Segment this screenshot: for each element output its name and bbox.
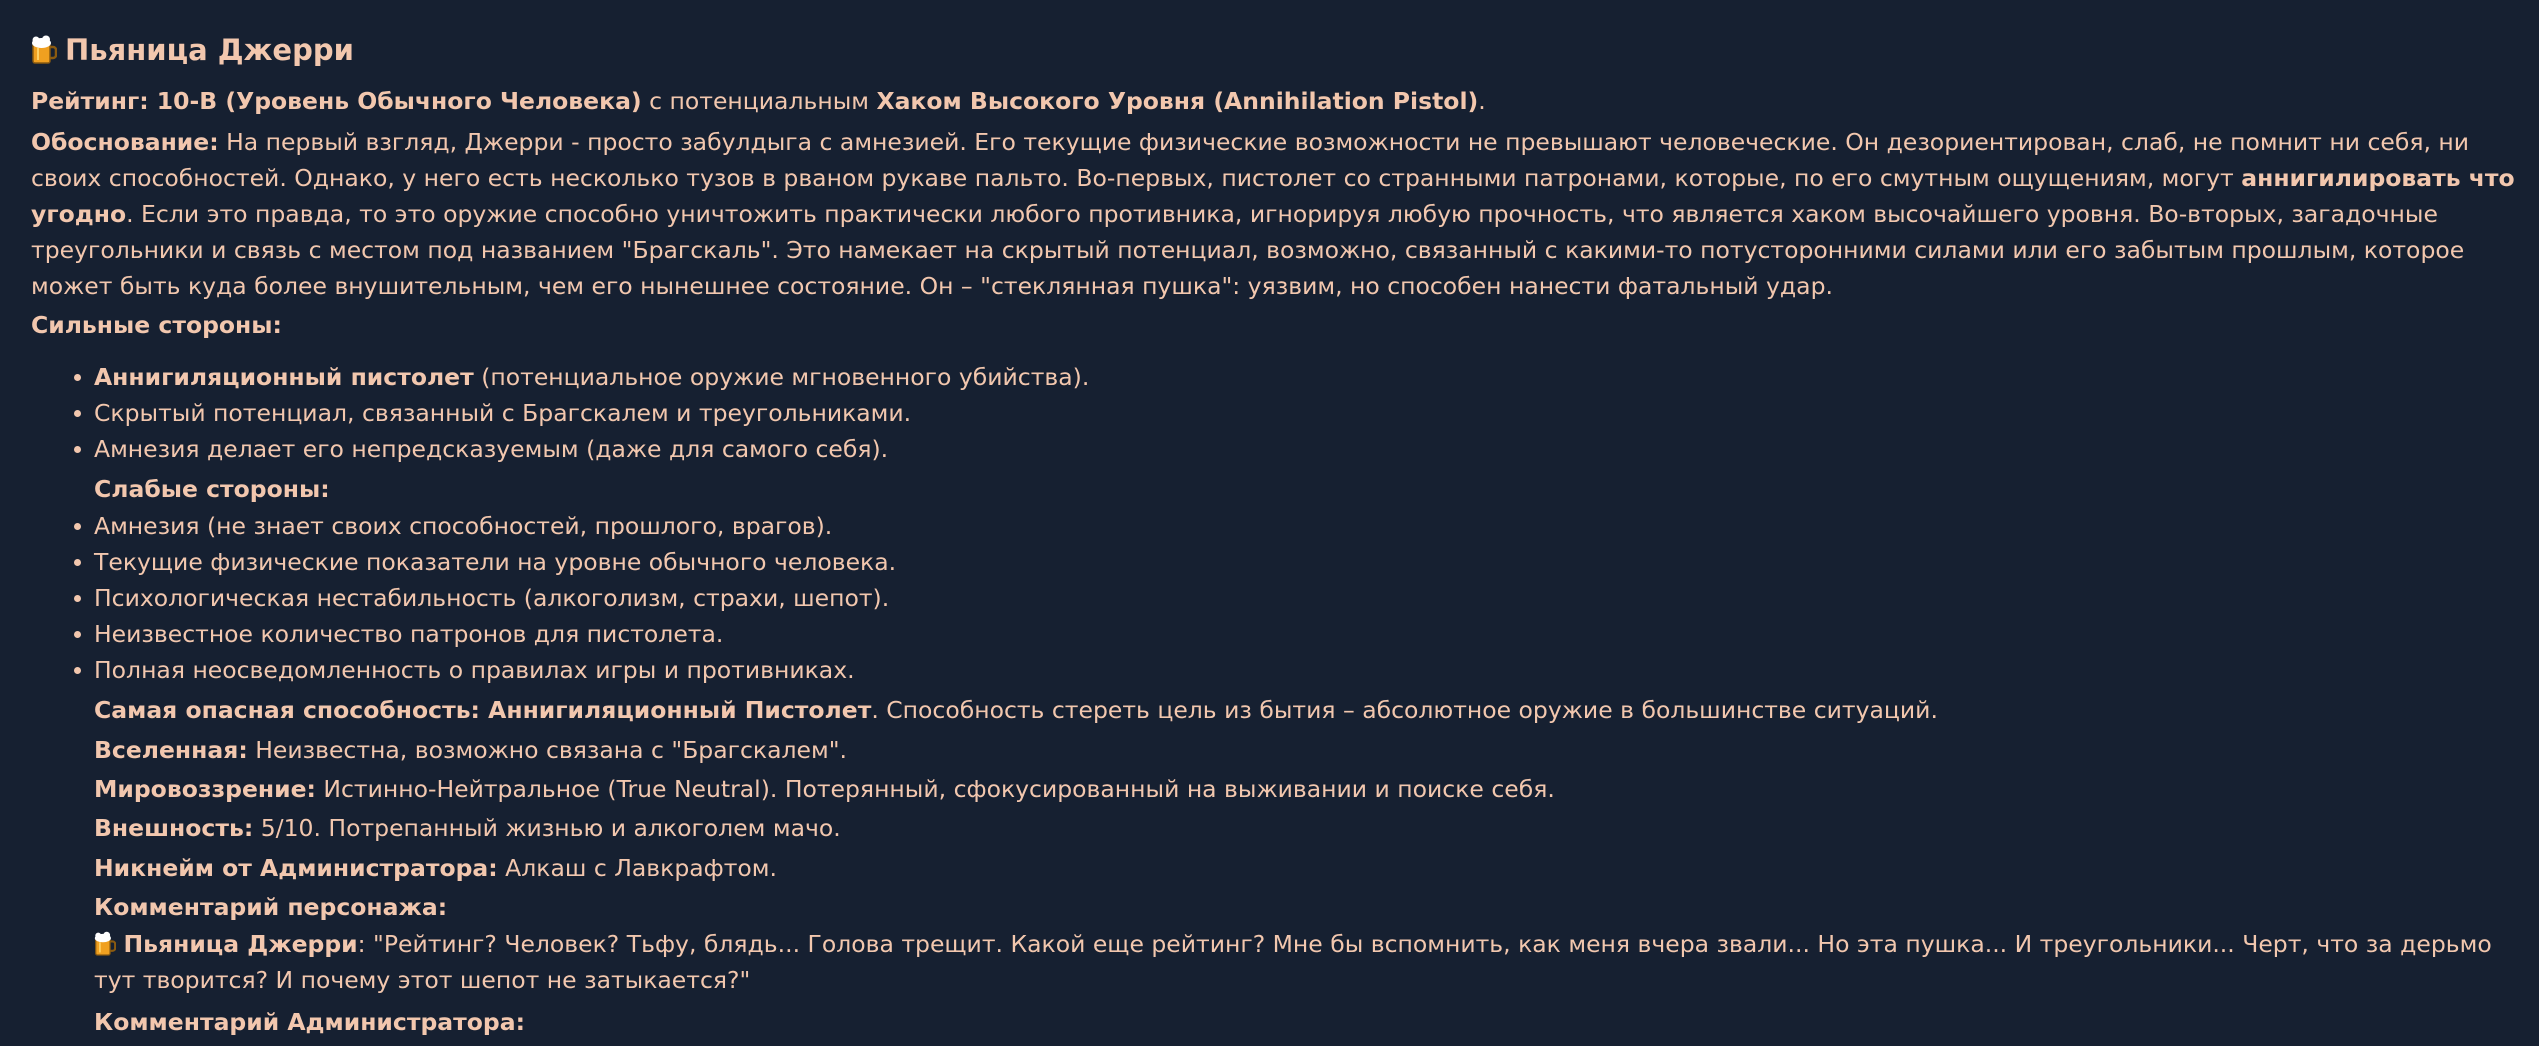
- rating-end: .: [1478, 87, 1486, 115]
- appearance-field: [94, 810, 841, 846]
- list-item: [31, 359, 2521, 395]
- admin-comment-label: [94, 1004, 525, 1040]
- field-label: Самая опасная способность: Аннигиляционный Пистолет: [94, 696, 872, 724]
- most-dangerous-ability: [94, 692, 1938, 728]
- field-text: Истинно-Нейтральное (True Neutral). Потерянный, сфокусированный на выживании и поиске себя.: [315, 775, 1555, 803]
- strengths-list: [31, 359, 2521, 467]
- rating-hax: Хаком Высокого Уровня (Annihilation Pistol): [876, 87, 1479, 115]
- justification-part1: На первый взгляд, Джерри - просто забулдыга с амнезией. Его текущие физические возможности не превышают человеческие. Он дезориентирован, слаб, не помнит ни себя, ни своих способностей. Однако, у него есть несколько тузов в рваном рукаве пальто. Во-первых, пистолет со странными патронами, которые, по его смутным ощущениям, могут: [31, 128, 2470, 192]
- justification-label: Обоснование:: [31, 128, 219, 156]
- weaknesses-list: [31, 508, 2521, 688]
- universe-field: [94, 732, 847, 768]
- list-item: Неизвестное количество патронов для пистолета.: [31, 616, 2521, 652]
- field-text: Неизвестна, возможно связана с "Брагскалем".: [247, 736, 847, 764]
- character-name: Пьяница Джерри: [65, 33, 354, 67]
- field-label: Комментарий персонажа:: [94, 893, 448, 921]
- strengths-title: [31, 307, 282, 343]
- field-label: Внешность:: [94, 814, 254, 842]
- list-item-text: (потенциальное оружие мгновенного убийства).: [473, 363, 1090, 391]
- list-item-bold: Аннигиляционный пистолет: [94, 363, 474, 391]
- admin-nickname-field: [94, 850, 777, 886]
- beer-mug-icon: [31, 28, 57, 72]
- list-item: [31, 431, 2521, 467]
- weaknesses-title-text: Слабые стороны:: [94, 475, 330, 503]
- justification-paragraph: [31, 124, 2521, 304]
- list-item: Психологическая нестабильность (алкоголизм, страхи, шепот).: [31, 580, 2521, 616]
- list-item: Амнезия (не знает своих способностей, прошлого, врагов).: [31, 508, 2521, 544]
- field-text: . Способность стереть цель из бытия – абсолютное оружие в большинстве ситуаций.: [871, 696, 1938, 724]
- list-item: Полная неосведомленность о правилах игры и противниках.: [31, 652, 2521, 688]
- quote-text: "Рейтинг? Человек? Тьфу, блядь... Голова трещит. Какой еще рейтинг? Мне бы вспомнить, как меня вчера звали... Но эта пушка... И треугольники... Черт, что за дерьмо тут творится? И почему этот шепот не затыкается?": [94, 930, 2492, 994]
- list-item-text: Скрытый потенциал, связанный с Брагскалем и треугольниками.: [94, 399, 912, 427]
- list-item: Текущие физические показатели на уровне обычного человека.: [31, 544, 2521, 580]
- justification-bold: аннигилировать что угодно: [31, 164, 2515, 228]
- rating-label: Рейтинг: 10-B (Уровень Обычного Человека): [31, 87, 642, 115]
- field-label: Мировоззрение:: [94, 775, 316, 803]
- field-label: Комментарий Администратора:: [94, 1008, 525, 1036]
- character-quote: [94, 926, 2534, 998]
- justification-part2: . Если это правда, то это оружие способно уничтожить практически любого противника, игнорируя любую прочность, что является хаком высочайшего уровня. Во-вторых, загадочные треугольники и связь с местом под названием "Брагскаль". Это намекает на скрытый потенциал, возможно, связанный с какими-то потусторонними силами или его забытым прошлым, которое может быть куда более внушительным, чем его нынешнее состояние. Он – "стеклянная пушка": уязвим, но способен нанести фатальный удар.: [31, 200, 2465, 300]
- character-comment-label: [94, 889, 447, 925]
- weaknesses-title: [94, 471, 330, 507]
- quote-speaker: Пьяница Джерри: [123, 930, 358, 958]
- list-item: [31, 395, 2521, 431]
- field-text: Алкаш с Лавкрафтом.: [497, 854, 778, 882]
- field-label: Никнейм от Администратора:: [94, 854, 498, 882]
- character-heading: [31, 28, 354, 72]
- field-text: 5/10. Потрепанный жизнью и алкоголем мачо.: [253, 814, 841, 842]
- rating-line: [31, 83, 1486, 119]
- alignment-field: [94, 771, 1555, 807]
- list-item-text: Амнезия делает его непредсказуемым (даже для самого себя).: [94, 435, 889, 463]
- field-label: Вселенная:: [94, 736, 248, 764]
- quote-colon: :: [357, 930, 366, 958]
- rating-text: с потенциальным: [641, 87, 877, 115]
- strengths-title-text: Сильные стороны:: [31, 311, 282, 339]
- beer-mug-icon: [94, 930, 123, 958]
